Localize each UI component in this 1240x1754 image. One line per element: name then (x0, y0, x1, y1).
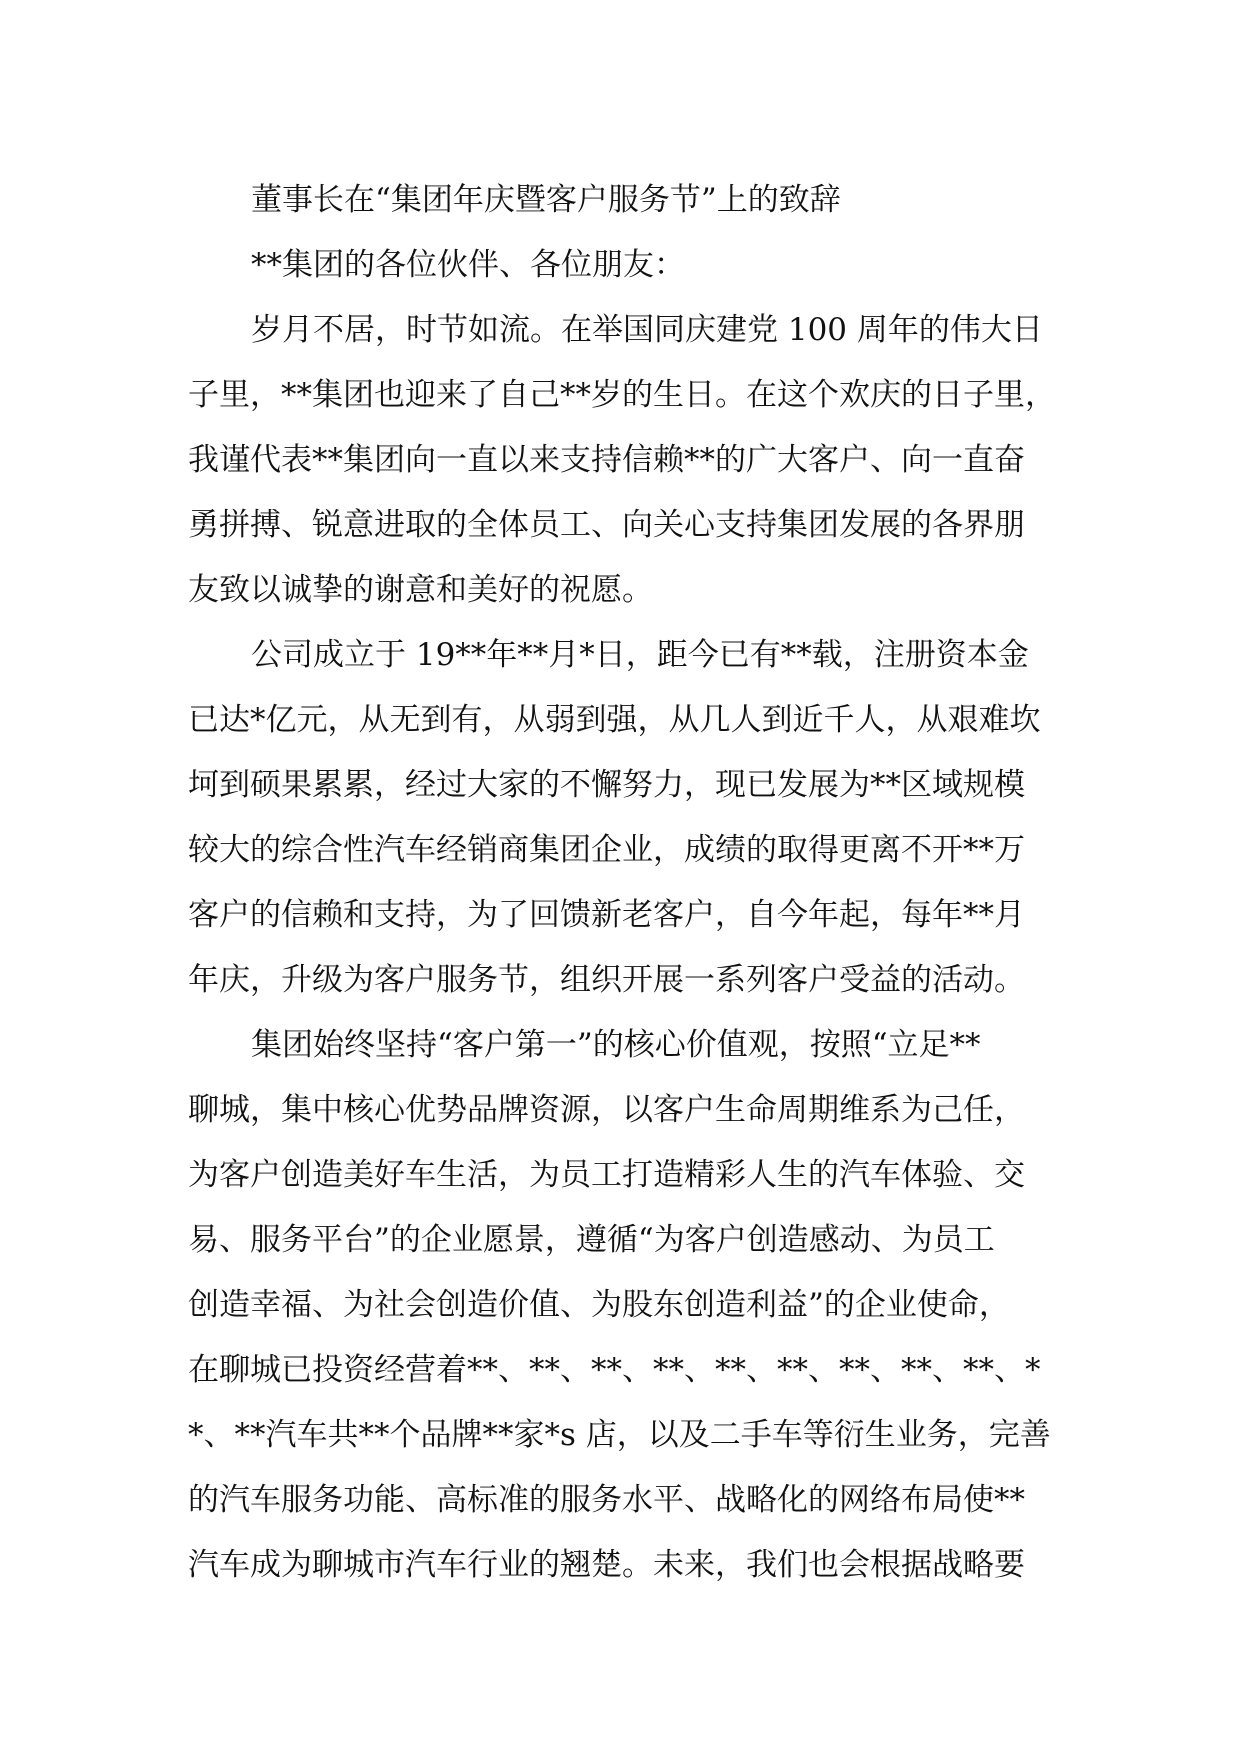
text-line: 客户的信赖和支持，为了回馈新老客户，自今年起，每年**月 (188, 897, 1025, 933)
text-line: 已达*亿元，从无到有，从弱到强，从几人到近千人，从艰难坎 (188, 702, 1041, 738)
text-line: 我谨代表**集团向一直以来支持信赖**的广大客户、向一直奋 (188, 442, 1025, 478)
salutation: **集团的各位伙伴、各位朋友： (251, 247, 685, 283)
text-line: 较大的综合性汽车经销商集团企业，成绩的取得更离不开**万 (188, 832, 1025, 868)
text-line: 友致以诚挚的谢意和美好的祝愿。 (188, 572, 653, 608)
text-line: 子里，**集团也迎来了自己**岁的生日。在这个欢庆的日子里， (188, 377, 1056, 413)
text-line: 集团始终坚持“客户第一”的核心价值观，按照“立足** (251, 1027, 981, 1063)
text-line: 在聊城已投资经营着**、**、**、**、**、**、**、**、**、* (188, 1352, 1041, 1388)
text-line: *、**汽车共**个品牌**家*s 店，以及二手车等衍生业务，完善 (188, 1417, 1051, 1453)
text-line: 创造幸福、为社会创造价值、为股东创造利益”的企业使命， (188, 1287, 1010, 1323)
text-line: 岁月不居，时节如流。在举国同庆建党 100 周年的伟大日 (251, 312, 1043, 348)
speech-text (188, 168, 1068, 1598)
text-line: 汽车成为聊城市汽车行业的翘楚。未来，我们也会根据战略要 (188, 1547, 1025, 1583)
text-line: 为客户创造美好车生活，为员工打造精彩人生的汽车体验、交 (188, 1157, 1025, 1193)
text-line: 坷到硕果累累，经过大家的不懈努力，现已发展为**区域规模 (188, 767, 1025, 803)
text-line: 聊城，集中核心优势品牌资源，以客户生命周期维系为己任， (188, 1092, 1025, 1128)
text-line: 勇拼搏、锐意进取的全体员工、向关心支持集团发展的各界朋 (188, 507, 1025, 543)
text-line: 公司成立于 19**年**月*日，距今已有**载，注册资本金 (251, 637, 1029, 673)
text-line: 的汽车服务功能、高标准的服务水平、战略化的网络布局使** (188, 1482, 1025, 1518)
speech-title: 董事长在“集团年庆暨客户服务节”上的致辞 (251, 182, 841, 218)
text-line: 易、服务平台”的企业愿景，遵循“为客户创造感动、为员工 (188, 1222, 995, 1258)
text-line: 年庆，升级为客户服务节，组织开展一系列客户受益的活动。 (188, 962, 1025, 998)
